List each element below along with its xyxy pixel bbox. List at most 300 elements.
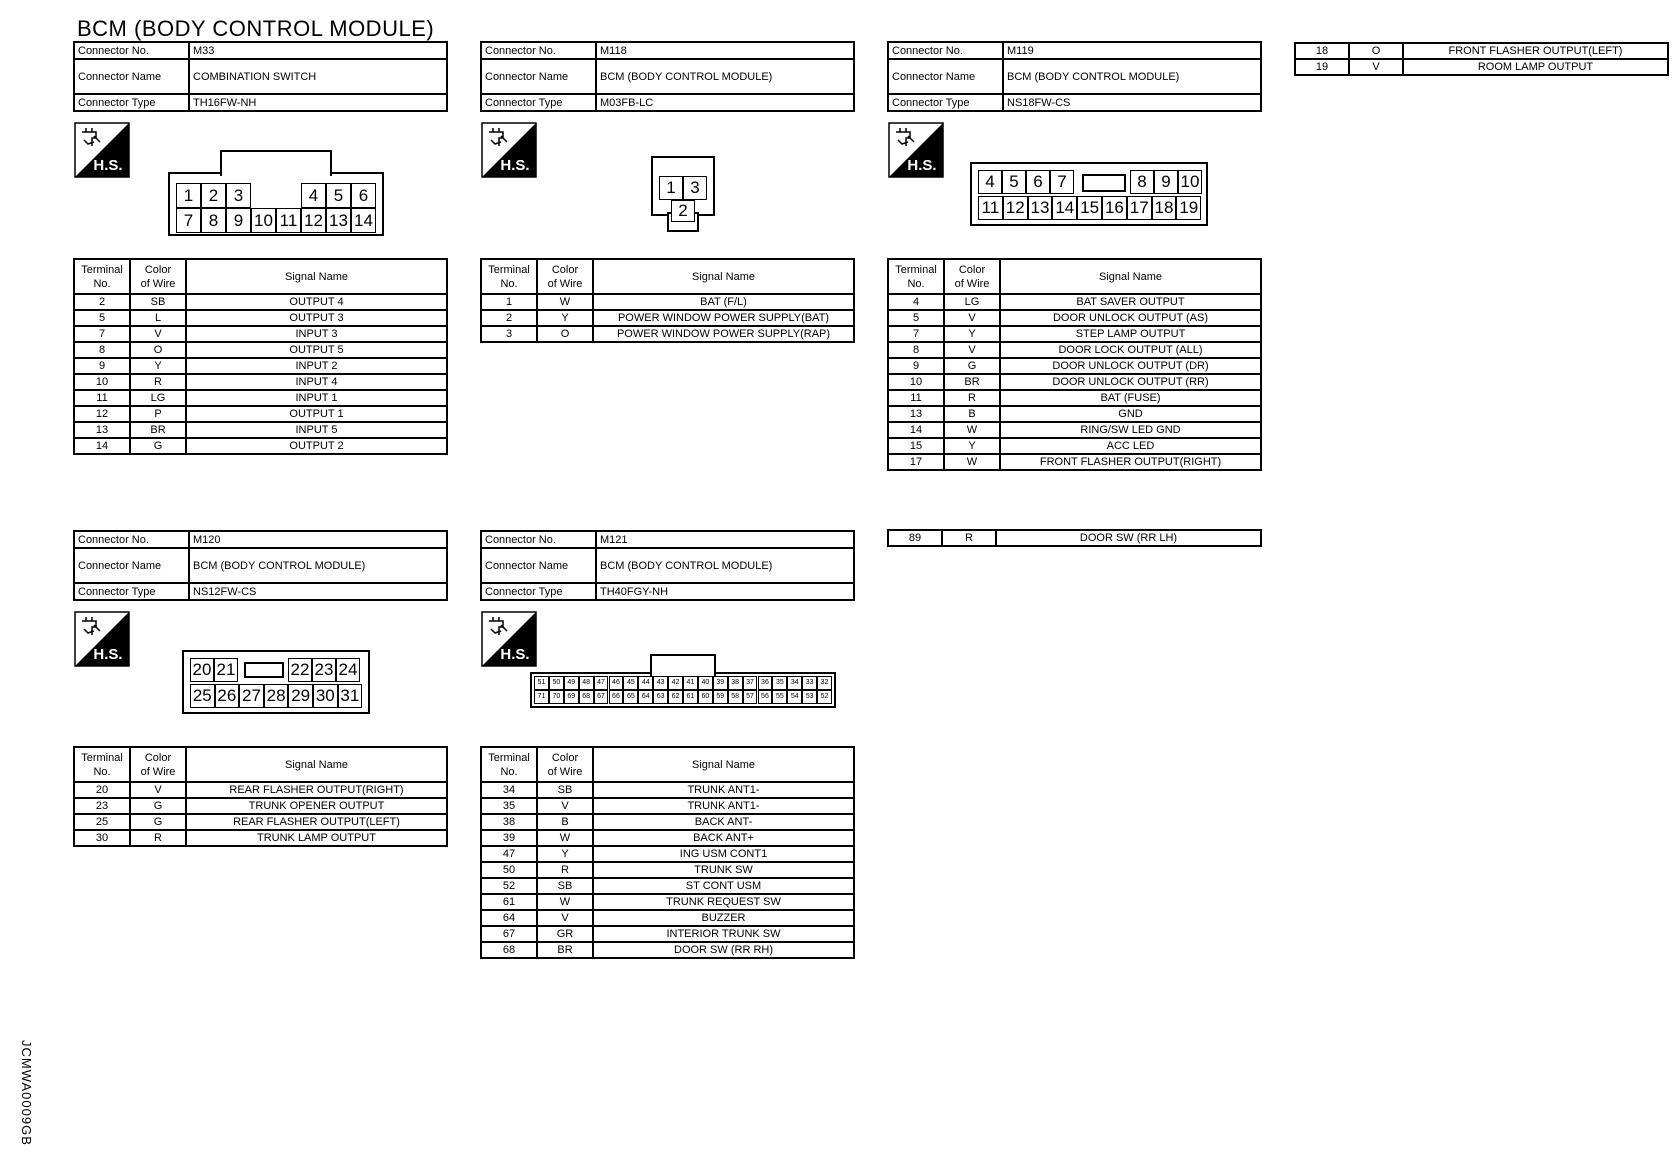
connector-pin: 43 [653, 676, 668, 690]
connector-face-m120 [182, 650, 372, 716]
signal-name: POWER WINDOW POWER SUPPLY(RAP) [593, 326, 854, 342]
signal-name: OUTPUT 4 [186, 294, 447, 310]
terminal-no: 12 [74, 406, 130, 422]
connector-no-label: Connector No. [888, 42, 1003, 59]
table-row [481, 310, 854, 326]
connector-pin: 39 [713, 676, 728, 690]
connector-pin: 13 [326, 208, 351, 233]
terminal-no: 17 [888, 454, 944, 470]
harness-side-icon [74, 122, 130, 178]
table-row [888, 454, 1261, 470]
table-row [481, 294, 854, 310]
terminal-no: 68 [481, 942, 537, 958]
color-of-wire-header: Color of Wire [130, 259, 186, 294]
wire-color: V [130, 782, 186, 798]
terminal-no: 3 [481, 326, 537, 342]
wire-color: V [130, 326, 186, 342]
table-row [481, 814, 854, 830]
connector-pin: 70 [549, 690, 564, 704]
wire-color: W [537, 894, 593, 910]
wire-color: BR [130, 422, 186, 438]
terminal-no: 64 [481, 910, 537, 926]
signal-name: BACK ANT+ [593, 830, 854, 846]
connector-pin [251, 183, 276, 208]
terminal-no: 13 [74, 422, 130, 438]
signal-name: OUTPUT 3 [186, 310, 447, 326]
connector-pin: 58 [728, 690, 743, 704]
table-row [888, 390, 1261, 406]
connector-lock [1082, 174, 1126, 192]
wire-color: Y [944, 326, 1000, 342]
table-row [74, 310, 447, 326]
terminal-no: 10 [888, 374, 944, 390]
connector-pin: 4 [978, 170, 1002, 194]
signal-name: BACK ANT- [593, 814, 854, 830]
terminal-table [887, 258, 1262, 471]
connector-name-label: Connector Name [481, 548, 596, 583]
terminal-no: 30 [74, 830, 130, 846]
terminal-no: 7 [888, 326, 944, 342]
table-row [888, 326, 1261, 342]
connector-no-label: Connector No. [481, 531, 596, 548]
terminal-no: 38 [481, 814, 537, 830]
connector-pin: 1 [659, 176, 683, 200]
wire-color: Y [537, 846, 593, 862]
color-of-wire-header: Color of Wire [537, 747, 593, 782]
connector-type-label: Connector Type [74, 583, 189, 600]
connector-no-label: Connector No. [74, 531, 189, 548]
connector-pin: 34 [787, 676, 802, 690]
signal-name: OUTPUT 5 [186, 342, 447, 358]
signal-name-header: Signal Name [186, 259, 447, 294]
terminal-no: 13 [888, 406, 944, 422]
connector-pin: 21 [214, 658, 238, 682]
wire-color: R [537, 862, 593, 878]
table-row [888, 358, 1261, 374]
connector-pin: 60 [698, 690, 713, 704]
wire-color: P [130, 406, 186, 422]
connector-pin: 62 [668, 690, 683, 704]
connector-pin: 3 [226, 183, 251, 208]
connector-pin: 14 [1052, 196, 1077, 220]
terminal-no-header: Terminal No. [74, 747, 130, 782]
signal-name-header: Signal Name [1000, 259, 1261, 294]
connector-pin: 29 [288, 684, 313, 708]
terminal-no: 15 [888, 438, 944, 454]
table-row [481, 782, 854, 798]
signal-name: REAR FLASHER OUTPUT(LEFT) [186, 814, 447, 830]
signal-name: TRUNK ANT1- [593, 782, 854, 798]
connector-name-value: BCM (BODY CONTROL MODULE) [596, 548, 854, 583]
connector-pin: 44 [638, 676, 653, 690]
signal-name: TRUNK OPENER OUTPUT [186, 798, 447, 814]
terminal-table [73, 746, 448, 847]
connector-type-value: TH16FW-NH [189, 94, 447, 111]
terminal-table [480, 258, 855, 343]
connector-pin: 37 [743, 676, 758, 690]
connector-pin: 65 [623, 690, 638, 704]
connector-no-value: M33 [189, 42, 447, 59]
terminal-table [73, 258, 448, 455]
terminal-no: 50 [481, 862, 537, 878]
connector-pin: 8 [1130, 170, 1154, 194]
table-row [888, 374, 1261, 390]
terminal-no: 19 [1295, 59, 1349, 75]
table-row [481, 862, 854, 878]
connector-header [73, 530, 448, 601]
connector-pin: 13 [1028, 196, 1053, 220]
connector-pin: 47 [594, 676, 609, 690]
wire-color: SB [537, 878, 593, 894]
wire-color: R [130, 374, 186, 390]
table-row [74, 294, 447, 310]
harness-side-icon [481, 122, 537, 178]
signal-name: ROOM LAMP OUTPUT [1403, 59, 1668, 75]
wire-color: R [944, 390, 1000, 406]
connector-pin: 71 [534, 690, 549, 704]
connector-pin: 27 [239, 684, 264, 708]
connector-pin: 28 [264, 684, 289, 708]
connector-pin: 14 [351, 208, 376, 233]
connector-pin: 55 [772, 690, 787, 704]
wire-color: O [1349, 43, 1403, 59]
connector-pin: 61 [683, 690, 698, 704]
connector-pin: 41 [683, 676, 698, 690]
connector-header [480, 530, 855, 601]
connector-name-label: Connector Name [74, 59, 189, 94]
signal-name: DOOR UNLOCK OUTPUT (RR) [1000, 374, 1261, 390]
signal-name: INTERIOR TRUNK SW [593, 926, 854, 942]
harness-side-icon [74, 611, 130, 667]
terminal-no: 23 [74, 798, 130, 814]
connector-pin: 6 [351, 183, 376, 208]
connector-pin: 52 [817, 690, 832, 704]
wire-color: V [944, 342, 1000, 358]
wire-color: G [130, 798, 186, 814]
terminal-no: 67 [481, 926, 537, 942]
page-title: BCM (BODY CONTROL MODULE) [77, 16, 435, 41]
signal-name: BAT (F/L) [593, 294, 854, 310]
table-row [481, 894, 854, 910]
signal-name: REAR FLASHER OUTPUT(RIGHT) [186, 782, 447, 798]
terminal-no: 34 [481, 782, 537, 798]
connector-pin: 1 [176, 183, 201, 208]
terminal-no: 2 [74, 294, 130, 310]
table-row [888, 438, 1261, 454]
document-code: JCMWA0009GB [19, 1040, 34, 1146]
table-row [74, 438, 447, 454]
connector-no-value: M119 [1003, 42, 1261, 59]
wire-color: BR [944, 374, 1000, 390]
connector-pin: 12 [1003, 196, 1028, 220]
wire-color: V [537, 910, 593, 926]
connector-pin: 45 [623, 676, 638, 690]
connector-pin: 63 [653, 690, 668, 704]
connector-pin: 35 [772, 676, 787, 690]
connector-pin: 40 [698, 676, 713, 690]
connector-header [73, 41, 448, 112]
connector-header [887, 41, 1262, 112]
connector-pin: 22 [288, 658, 312, 682]
connector-pin [276, 183, 301, 208]
connector-latch [650, 654, 716, 676]
wire-color: V [1349, 59, 1403, 75]
terminal-no: 10 [74, 374, 130, 390]
wire-color: L [130, 310, 186, 326]
connector-pin: 25 [190, 684, 215, 708]
terminal-no: 8 [888, 342, 944, 358]
connector-name-label: Connector Name [74, 548, 189, 583]
terminal-no: 89 [888, 530, 942, 546]
connector-latch [220, 150, 332, 176]
connector-pin: 38 [728, 676, 743, 690]
table-row [1295, 43, 1668, 59]
table-row [888, 530, 1261, 546]
svg-text:H.S.: H.S. [907, 157, 937, 174]
signal-name: BUZZER [593, 910, 854, 926]
connector-pin: 31 [338, 684, 363, 708]
color-of-wire-header: Color of Wire [537, 259, 593, 294]
connector-pin: 54 [787, 690, 802, 704]
wire-color: W [944, 454, 1000, 470]
connector-name-value: BCM (BODY CONTROL MODULE) [1003, 59, 1261, 94]
table-row [74, 390, 447, 406]
signal-name: TRUNK REQUEST SW [593, 894, 854, 910]
signal-name: INPUT 3 [186, 326, 447, 342]
connector-face-m33 [168, 150, 386, 238]
connector-pin: 19 [1176, 196, 1201, 220]
connector-no-label: Connector No. [481, 42, 596, 59]
signal-name: OUTPUT 1 [186, 406, 447, 422]
signal-name: DOOR LOCK OUTPUT (ALL) [1000, 342, 1261, 358]
signal-name: POWER WINDOW POWER SUPPLY(BAT) [593, 310, 854, 326]
connector-pin: 42 [668, 676, 683, 690]
connector-pin: 6 [1026, 170, 1050, 194]
signal-name: INPUT 1 [186, 390, 447, 406]
connector-pin: 11 [276, 208, 301, 233]
connector-lock [244, 662, 284, 678]
connector-pin: 5 [1002, 170, 1026, 194]
terminal-no-header: Terminal No. [74, 259, 130, 294]
connector-pin: 5 [326, 183, 351, 208]
terminal-no-header: Terminal No. [481, 259, 537, 294]
svg-text:H.S.: H.S. [93, 157, 123, 174]
table-row [74, 830, 447, 846]
signal-name: BAT SAVER OUTPUT [1000, 294, 1261, 310]
wire-color: SB [537, 782, 593, 798]
table-row [74, 406, 447, 422]
signal-name-header: Signal Name [593, 259, 854, 294]
connector-pin: 2 [671, 200, 695, 222]
connector-pin: 23 [312, 658, 336, 682]
connector-type-value: NS12FW-CS [189, 583, 447, 600]
signal-name-header: Signal Name [593, 747, 854, 782]
signal-name: INPUT 2 [186, 358, 447, 374]
wire-color: SB [130, 294, 186, 310]
table-row [74, 326, 447, 342]
terminal-no: 9 [74, 358, 130, 374]
terminal-no: 18 [1295, 43, 1349, 59]
table-row [888, 310, 1261, 326]
table-row [481, 830, 854, 846]
harness-side-icon [888, 122, 944, 178]
connector-pin: 18 [1152, 196, 1177, 220]
svg-text:H.S.: H.S. [500, 646, 530, 663]
connector-pin: 46 [609, 676, 624, 690]
wire-color: R [942, 530, 996, 546]
connector-pin: 57 [743, 690, 758, 704]
connector-pin: 69 [564, 690, 579, 704]
connector-pin: 26 [215, 684, 240, 708]
terminal-no: 7 [74, 326, 130, 342]
connector-type-label: Connector Type [888, 94, 1003, 111]
connector-pin: 49 [564, 676, 579, 690]
connector-pin: 33 [802, 676, 817, 690]
wire-color: W [944, 422, 1000, 438]
color-of-wire-header: Color of Wire [944, 259, 1000, 294]
table-row [74, 358, 447, 374]
table-row [888, 422, 1261, 438]
signal-name: ST CONT USM [593, 878, 854, 894]
connector-pin: 68 [579, 690, 594, 704]
connector-pin: 17 [1127, 196, 1152, 220]
table-row [74, 374, 447, 390]
wire-color: Y [944, 438, 1000, 454]
terminal-no: 20 [74, 782, 130, 798]
table-row [888, 342, 1261, 358]
signal-name: FRONT FLASHER OUTPUT(RIGHT) [1000, 454, 1261, 470]
terminal-no: 1 [481, 294, 537, 310]
terminal-no: 35 [481, 798, 537, 814]
wire-color: G [130, 814, 186, 830]
connector-pin: 16 [1102, 196, 1127, 220]
terminal-no: 4 [888, 294, 944, 310]
wire-color: R [130, 830, 186, 846]
signal-name: GND [1000, 406, 1261, 422]
wire-color: G [944, 358, 1000, 374]
connector-pin: 3 [683, 176, 707, 200]
signal-name: TRUNK ANT1- [593, 798, 854, 814]
terminal-no-header: Terminal No. [888, 259, 944, 294]
connector-no-value: M121 [596, 531, 854, 548]
terminal-no: 25 [74, 814, 130, 830]
connector-pin: 59 [713, 690, 728, 704]
connector-face-m118 [651, 156, 717, 234]
connector-pin: 7 [1050, 170, 1074, 194]
table-row [74, 798, 447, 814]
table-row [74, 814, 447, 830]
connector-no-label: Connector No. [74, 42, 189, 59]
wire-color: V [944, 310, 1000, 326]
signal-name: ING USM CONT1 [593, 846, 854, 862]
signal-name: BAT (FUSE) [1000, 390, 1261, 406]
terminal-no: 14 [888, 422, 944, 438]
connector-face-m119 [970, 162, 1210, 228]
signal-name: INPUT 4 [186, 374, 447, 390]
connector-name-value: BCM (BODY CONTROL MODULE) [596, 59, 854, 94]
table-row [481, 846, 854, 862]
signal-name: OUTPUT 2 [186, 438, 447, 454]
connector-pin: 50 [549, 676, 564, 690]
connector-type-label: Connector Type [481, 94, 596, 111]
wire-color: GR [537, 926, 593, 942]
signal-name: DOOR SW (RR LH) [996, 530, 1261, 546]
terminal-table [887, 529, 1262, 547]
wire-color: LG [130, 390, 186, 406]
connector-pin: 51 [534, 676, 549, 690]
terminal-table [1294, 42, 1669, 76]
connector-pin: 66 [609, 690, 624, 704]
connector-pin: 15 [1077, 196, 1102, 220]
connector-pin: 30 [313, 684, 338, 708]
wire-color: O [537, 326, 593, 342]
svg-text:H.S.: H.S. [93, 646, 123, 663]
wire-color: B [944, 406, 1000, 422]
connector-pin: 20 [190, 658, 214, 682]
connector-header [480, 41, 855, 112]
harness-side-icon [481, 611, 537, 667]
wire-color: Y [537, 310, 593, 326]
connector-pin: 11 [978, 196, 1003, 220]
signal-name-header: Signal Name [186, 747, 447, 782]
signal-name: TRUNK SW [593, 862, 854, 878]
signal-name: TRUNK LAMP OUTPUT [186, 830, 447, 846]
table-row [481, 910, 854, 926]
terminal-no: 9 [888, 358, 944, 374]
terminal-table [480, 746, 855, 959]
signal-name: INPUT 5 [186, 422, 447, 438]
signal-name: DOOR UNLOCK OUTPUT (DR) [1000, 358, 1261, 374]
connector-pin: 56 [758, 690, 773, 704]
connector-pin: 24 [336, 658, 360, 682]
connector-name-value: BCM (BODY CONTROL MODULE) [189, 548, 447, 583]
terminal-no: 52 [481, 878, 537, 894]
wire-color: LG [944, 294, 1000, 310]
table-row [481, 926, 854, 942]
terminal-no: 2 [481, 310, 537, 326]
connector-type-label: Connector Type [481, 583, 596, 600]
signal-name: DOOR SW (RR RH) [593, 942, 854, 958]
wire-color: B [537, 814, 593, 830]
terminal-no: 61 [481, 894, 537, 910]
connector-type-value: NS18FW-CS [1003, 94, 1261, 111]
table-row [888, 294, 1261, 310]
table-row [481, 878, 854, 894]
wire-color: BR [537, 942, 593, 958]
connector-name-value: COMBINATION SWITCH [189, 59, 447, 94]
connector-pin: 36 [758, 676, 773, 690]
connector-pin: 10 [1178, 170, 1202, 194]
terminal-no: 39 [481, 830, 537, 846]
signal-name: STEP LAMP OUTPUT [1000, 326, 1261, 342]
connector-no-value: M118 [596, 42, 854, 59]
connector-no-value: M120 [189, 531, 447, 548]
connector-pin: 8 [201, 208, 226, 233]
wire-color: W [537, 294, 593, 310]
connector-pin: 48 [579, 676, 594, 690]
table-row [74, 342, 447, 358]
svg-text:H.S.: H.S. [500, 157, 530, 174]
signal-name: DOOR UNLOCK OUTPUT (AS) [1000, 310, 1261, 326]
table-row [481, 798, 854, 814]
connector-pin: 10 [251, 208, 276, 233]
connector-pin: 2 [201, 183, 226, 208]
terminal-no: 8 [74, 342, 130, 358]
table-row [888, 406, 1261, 422]
wire-color: O [130, 342, 186, 358]
signal-name: FRONT FLASHER OUTPUT(LEFT) [1403, 43, 1668, 59]
connector-type-value: TH40FGY-NH [596, 583, 854, 600]
